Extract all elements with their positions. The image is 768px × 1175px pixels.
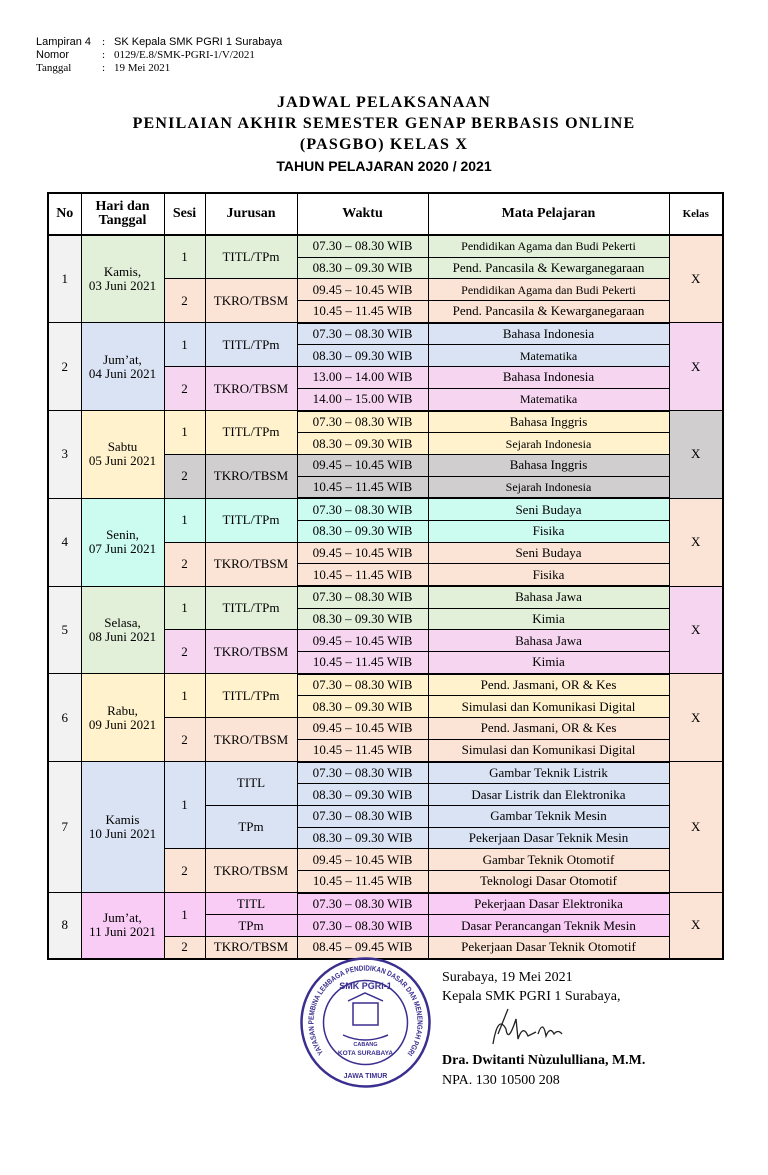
time-slot: 14.00 – 15.00 WIB [297,388,428,410]
day-number: 6 [48,674,81,762]
subject: Sejarah Indonesia [428,476,669,498]
meta-value: 0129/E.8/SMK-PGRI-1/V/2021 [114,49,255,61]
table-row [48,498,723,520]
signatory-npa: NPA. 130 10500 208 [442,1073,560,1088]
day-name: Sabtu [107,439,138,455]
day-date [81,323,164,411]
day-date [81,586,164,674]
time-slot: 10.45 – 11.45 WIB [297,564,428,586]
schedule-table [47,192,724,960]
subject: Pendidikan Agama dan Budi Pekerti [428,279,669,301]
time-slot: 07.30 – 08.30 WIB [297,762,428,784]
school-stamp [298,955,433,1095]
subject: Dasar Perancangan Teknik Mesin [428,915,669,937]
time-slot: 07.30 – 08.30 WIB [297,915,428,937]
major: TKRO/TBSM [205,542,297,586]
subject: Pendidikan Agama dan Budi Pekerti [428,235,669,257]
title-line-4: TAHUN PELAJARAN 2020 / 2021 [276,158,492,174]
day-name: Kamis [105,812,140,828]
major: TKRO/TBSM [205,367,297,411]
time-slot: 07.30 – 08.30 WIB [297,235,428,257]
title-line-1: JADWAL PELAKSANAAN [276,94,492,111]
major: TKRO/TBSM [205,279,297,323]
day-number: 1 [48,235,81,323]
class-label: X [669,235,723,323]
time-slot: 07.30 – 08.30 WIB [297,323,428,345]
header-no: No [48,193,81,235]
subject: Fisika [428,520,669,542]
subject: Pend. Jasmani, OR & Kes [428,718,669,740]
svg-text:SMK PGRI-1: SMK PGRI-1 [339,981,392,991]
day-date [81,411,164,499]
time-slot: 09.45 – 10.45 WIB [297,542,428,564]
subject: Kimia [428,652,669,674]
title-line-2: PENILAIAN AKHIR SEMESTER GENAP BERBASIS ONLINE [132,115,636,132]
session-number: 1 [164,411,205,455]
time-slot: 09.45 – 10.45 WIB [297,849,428,871]
time-slot: 07.30 – 08.30 WIB [297,893,428,915]
subject: Bahasa Jawa [428,630,669,652]
session-number: 2 [164,542,205,586]
major: TPm [205,915,297,937]
subject: Matematika [428,345,669,367]
subject: Gambar Teknik Otomotif [428,849,669,871]
time-slot: 10.45 – 11.45 WIB [297,301,428,323]
meta-row-lampiran [36,36,282,49]
time-slot: 08.30 – 09.30 WIB [297,827,428,849]
class-label: X [669,411,723,499]
subject: Seni Budaya [428,542,669,564]
day-name: Selasa, [104,614,141,630]
major: TITL [205,762,297,806]
meta-sep: : [102,49,106,61]
day-number: 7 [48,762,81,893]
session-number: 1 [164,323,205,367]
header-kelas: Kelas [669,193,723,235]
title-line-3: (PASGBO) KELAS X [299,136,469,153]
major: TKRO/TBSM [205,937,297,959]
session-number: 2 [164,630,205,674]
time-slot: 08.30 – 09.30 WIB [297,696,428,718]
time-slot: 13.00 – 14.00 WIB [297,367,428,389]
subject: Simulasi dan Komunikasi Digital [428,696,669,718]
table-row [48,586,723,608]
meta-row-tanggal [36,62,282,75]
time-slot: 08.30 – 09.30 WIB [297,784,428,806]
day-name: Rabu, [107,702,138,718]
session-number: 1 [164,586,205,630]
document-title [0,92,768,177]
time-slot: 07.30 – 08.30 WIB [297,586,428,608]
subject: Pekerjaan Dasar Teknik Mesin [428,827,669,849]
session-number: 1 [164,235,205,279]
time-slot: 08.30 – 09.30 WIB [297,433,428,455]
table-row [48,235,723,257]
class-label: X [669,674,723,762]
subject: Gambar Teknik Listrik [428,762,669,784]
major: TKRO/TBSM [205,849,297,893]
table-row [48,674,723,696]
session-number: 2 [164,718,205,762]
day-date-text: 04 Juni 2021 [88,365,157,381]
subject: Gambar Teknik Mesin [428,805,669,827]
day-number: 2 [48,323,81,411]
major: TITL/TPm [205,411,297,455]
time-slot: 09.45 – 10.45 WIB [297,279,428,301]
day-date-text: 08 Juni 2021 [88,628,157,644]
session-number: 2 [164,367,205,411]
table-row [48,411,723,433]
day-date-text: 03 Juni 2021 [88,278,157,294]
subject: Pekerjaan Dasar Elektronika [428,893,669,915]
svg-text:JAWA TIMUR: JAWA TIMUR [343,1073,388,1080]
class-label: X [669,762,723,893]
session-number: 2 [164,454,205,498]
subject: Pend. Pancasila & Kewarganegaraan [428,257,669,279]
day-number: 8 [48,893,81,959]
session-number: 1 [164,498,205,542]
session-number: 2 [164,279,205,323]
day-number: 4 [48,498,81,586]
time-slot: 08.45 – 09.45 WIB [297,937,428,959]
time-slot: 10.45 – 11.45 WIB [297,476,428,498]
signatory-name: Dra. Dwitanti Nùzululliana, M.M. [442,1053,646,1068]
major: TKRO/TBSM [205,718,297,762]
major: TITL/TPm [205,586,297,630]
header-jurusan: Jurusan [205,193,297,235]
meta-key: Tanggal [36,62,72,74]
day-date [81,893,164,959]
time-slot: 08.30 – 09.30 WIB [297,608,428,630]
day-date-text: 09 Juni 2021 [88,716,157,732]
day-date-text: 05 Juni 2021 [88,453,157,469]
class-label: X [669,893,723,959]
subject: Pekerjaan Dasar Teknik Otomotif [428,937,669,959]
time-slot: 10.45 – 11.45 WIB [297,652,428,674]
subject: Bahasa Jawa [428,586,669,608]
major: TITL [205,893,297,915]
day-date-text: 07 Juni 2021 [88,541,157,557]
header-waktu: Waktu [297,193,428,235]
day-number: 3 [48,411,81,499]
day-name: Jum’at, [103,351,142,367]
subject: Pend. Pancasila & Kewarganegaraan [428,301,669,323]
meta-value: 19 Mei 2021 [114,62,171,74]
time-slot: 09.45 – 10.45 WIB [297,630,428,652]
time-slot: 10.45 – 11.45 WIB [297,739,428,761]
session-number: 1 [164,762,205,849]
class-label: X [669,323,723,411]
table-row [48,762,723,784]
time-slot: 08.30 – 09.30 WIB [297,345,428,367]
subject: Bahasa Inggris [428,454,669,476]
subject: Seni Budaya [428,498,669,520]
header-sesi: Sesi [164,193,205,235]
major: TKRO/TBSM [205,630,297,674]
time-slot: 08.30 – 09.30 WIB [297,520,428,542]
header-mapel: Mata Pelajaran [428,193,669,235]
subject: Fisika [428,564,669,586]
major: TITL/TPm [205,674,297,718]
day-date-text: 10 Juni 2021 [88,826,157,842]
subject: Simulasi dan Komunikasi Digital [428,739,669,761]
session-number: 1 [164,893,205,937]
subject: Pend. Jasmani, OR & Kes [428,674,669,696]
meta-sep: : [102,36,106,48]
major: TKRO/TBSM [205,454,297,498]
class-label: X [669,586,723,674]
session-number: 2 [164,937,205,959]
day-date [81,674,164,762]
subject: Bahasa Indonesia [428,367,669,389]
subject: Bahasa Indonesia [428,323,669,345]
time-slot: 07.30 – 08.30 WIB [297,805,428,827]
day-name: Jum’at, [103,910,142,926]
session-number: 2 [164,849,205,893]
time-slot: 07.30 – 08.30 WIB [297,498,428,520]
day-date-text: 11 Juni 2021 [89,924,156,940]
signature-block [442,968,620,1006]
major: TPm [205,805,297,848]
document-meta [36,36,282,75]
svg-text:YAYASAN PEMBINA LEMBAGA PENDID: YAYASAN PEMBINA LEMBAGA PENDIDIKAN DASAR DAN MENENGAH PGRI [306,963,425,1058]
day-name: Kamis, [103,264,142,280]
signature-place-date: Surabaya, 19 Mei 2021 [442,970,573,985]
time-slot: 07.30 – 08.30 WIB [297,674,428,696]
time-slot: 09.45 – 10.45 WIB [297,454,428,476]
day-number: 5 [48,586,81,674]
meta-sep: : [102,62,106,74]
time-slot: 10.45 – 11.45 WIB [297,870,428,892]
day-name: Senin, [106,527,139,543]
subject: Dasar Listrik dan Elektronika [428,784,669,806]
meta-row-nomor [36,49,282,62]
meta-key: Nomor [36,49,70,61]
major: TITL/TPm [205,235,297,279]
time-slot: 08.30 – 09.30 WIB [297,257,428,279]
time-slot: 07.30 – 08.30 WIB [297,411,428,433]
subject: Kimia [428,608,669,630]
day-date [81,762,164,893]
header-hari: Hari dan Tanggal [81,193,164,235]
table-row [48,893,723,915]
day-date [81,235,164,323]
subject: Bahasa Inggris [428,411,669,433]
major: TITL/TPm [205,498,297,542]
class-label: X [669,498,723,586]
svg-text:KOTA SURABAYA: KOTA SURABAYA [337,1050,394,1057]
subject: Teknologi Dasar Otomotif [428,870,669,892]
session-number: 1 [164,674,205,718]
signature-position: Kepala SMK PGRI 1 Surabaya, [442,989,621,1004]
table-header-row [48,193,723,235]
meta-value: SK Kepala SMK PGRI 1 Surabaya [114,36,283,48]
meta-key: Lampiran 4 [36,36,92,48]
handwritten-signature [488,1006,578,1055]
day-date [81,498,164,586]
svg-text:CABANG: CABANG [353,1042,378,1048]
time-slot: 09.45 – 10.45 WIB [297,718,428,740]
table-row [48,323,723,345]
subject: Matematika [428,388,669,410]
major: TITL/TPm [205,323,297,367]
subject: Sejarah Indonesia [428,433,669,455]
